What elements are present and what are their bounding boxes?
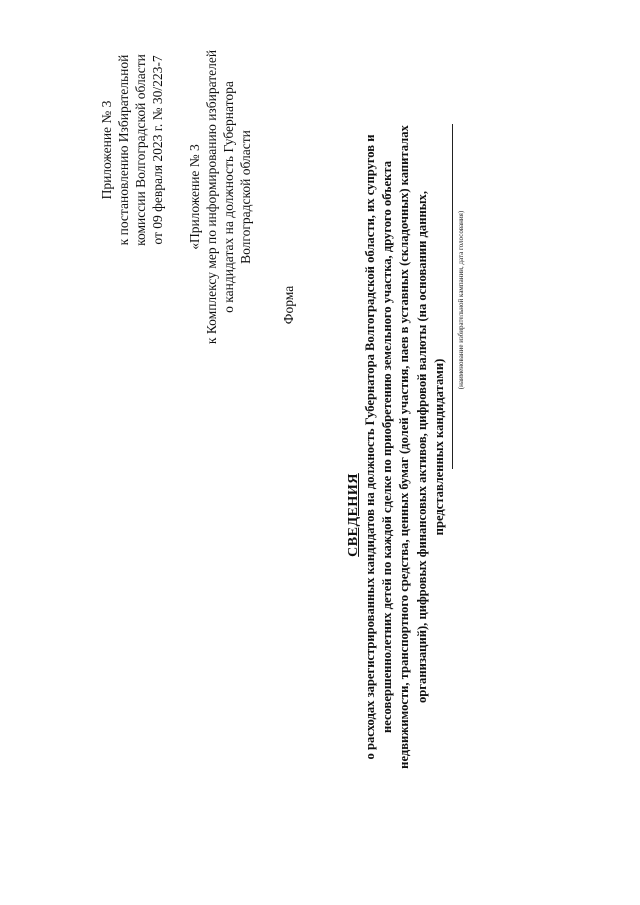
appendix-inner-line: к Комплексу мер по информированию избирателей (204, 49, 219, 345)
campaign-caption: (наименование избирательной кампании, дата голосования) (457, 210, 465, 390)
body-line: недвижимости, транспортного средства, ценных бумаг (долей участия, паев в уставных (складочных) капиталах (397, 125, 412, 769)
body-line: организаций), цифровых финансовых активов, цифровой валюты (на основании данных, (414, 191, 429, 703)
appendix-main-line: к постановлению Избирательной (116, 54, 131, 246)
appendix-main-line: Приложение № 3 (99, 100, 114, 200)
appendix-inner-line: о кандидатах на должность Губернатора (221, 81, 236, 313)
appendix-inner-line: «Приложение № 3 (187, 144, 202, 250)
campaign-rule (452, 124, 453, 469)
document-body (362, 7, 448, 887)
appendix-inner-block (186, 37, 254, 357)
body-line: несовершеннолетних детей по каждой сделке по приобретению земельного участка, другого объекта (380, 160, 395, 734)
appendix-main-block (98, 15, 166, 285)
body-line: о расходах зарегистрированных кандидатов на должность Губернатора Волгоградской области, их супругов и (363, 134, 377, 760)
document-heading: СВЕДЕНИЯ (346, 473, 361, 557)
form-label: Форма (281, 285, 296, 325)
body-line: представленных кандидатами) (431, 358, 446, 536)
appendix-main-line: от 09 февраля 2023 г. № 30/223-7 (150, 55, 165, 245)
appendix-main-line: комиссии Волгоградской области (133, 54, 148, 246)
appendix-inner-line: Волгоградской области (238, 130, 253, 264)
